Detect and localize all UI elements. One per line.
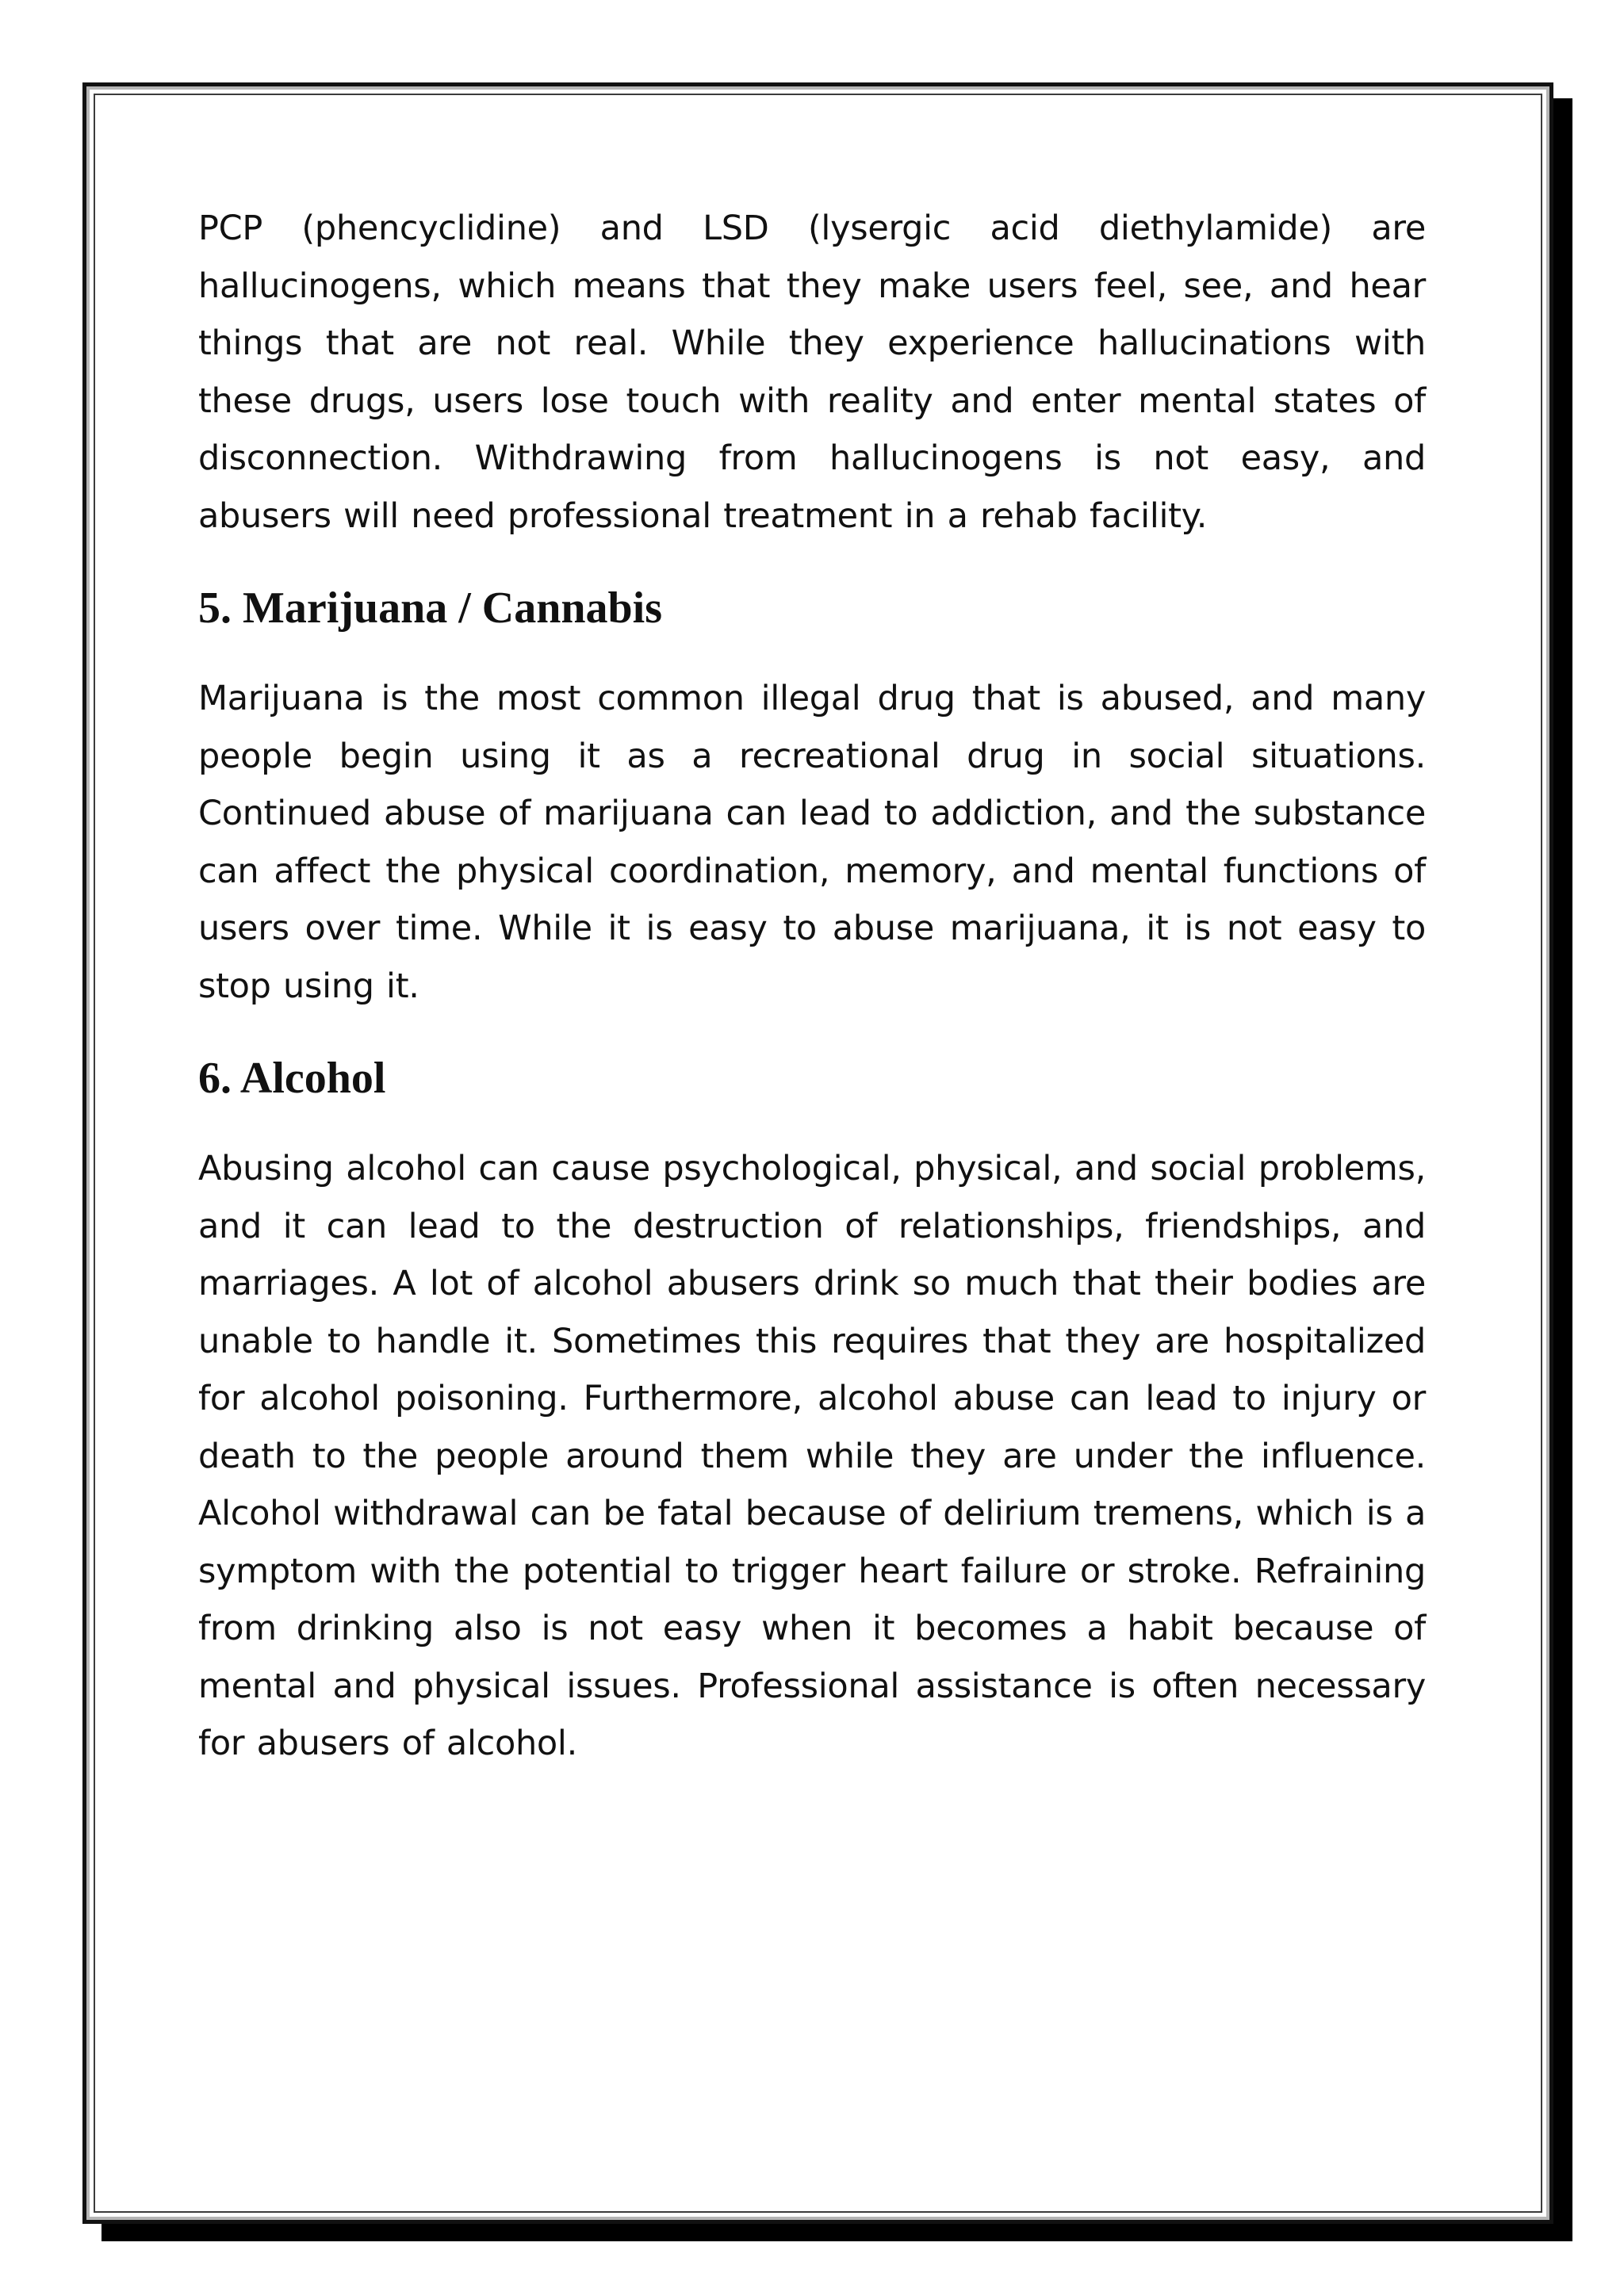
section-heading-alcohol: 6. Alcohol [198, 1054, 386, 1103]
document-body [198, 200, 1426, 1773]
section-body-alcohol: Abusing alcohol can cause psychological, physical, and social problems, and it can lead to the destruction of relationships, friendships, and marriages. A lot of alcohol abusers drink so much that their bodies are unable to handle it. Sometimes this requires that they are hospitalized for alcohol poisoning. Furthermore, alcohol abuse can lead to injury or death to the people around them while they are under the influence. Alcohol withdrawal can be fatal because of delirium tremens, which is a symptom with the potential to trigger heart failure or stroke. Refraining from drinking also is not easy when it becomes a habit because of mental and physical issues. Professional assistance is often necessary for abusers of alcohol. [198, 1149, 1426, 1763]
section-heading-marijuana: 5. Marijuana / Cannabis [198, 584, 662, 633]
intro-paragraph: PCP (phencyclidine) and LSD (lysergic acid diethylamide) are hallucinogens, which means that they make users feel, see, and hear things that are not real. While they experience hallucinations with these drugs, users lose touch with reality and enter mental states of disconnection. Withdrawing from hallucinogens is not easy, and abusers will need professional treatment in a rehab facility. [198, 209, 1426, 536]
section-body-marijuana: Marijuana is the most common illegal drug that is abused, and many people begin using it as a recreational drug in social situations. Continued abuse of marijuana can lead to addiction, and the substance can affect the physical coordination, memory, and mental functions of users over time. While it is easy to abuse marijuana, it is not easy to stop using it. [198, 679, 1426, 1006]
